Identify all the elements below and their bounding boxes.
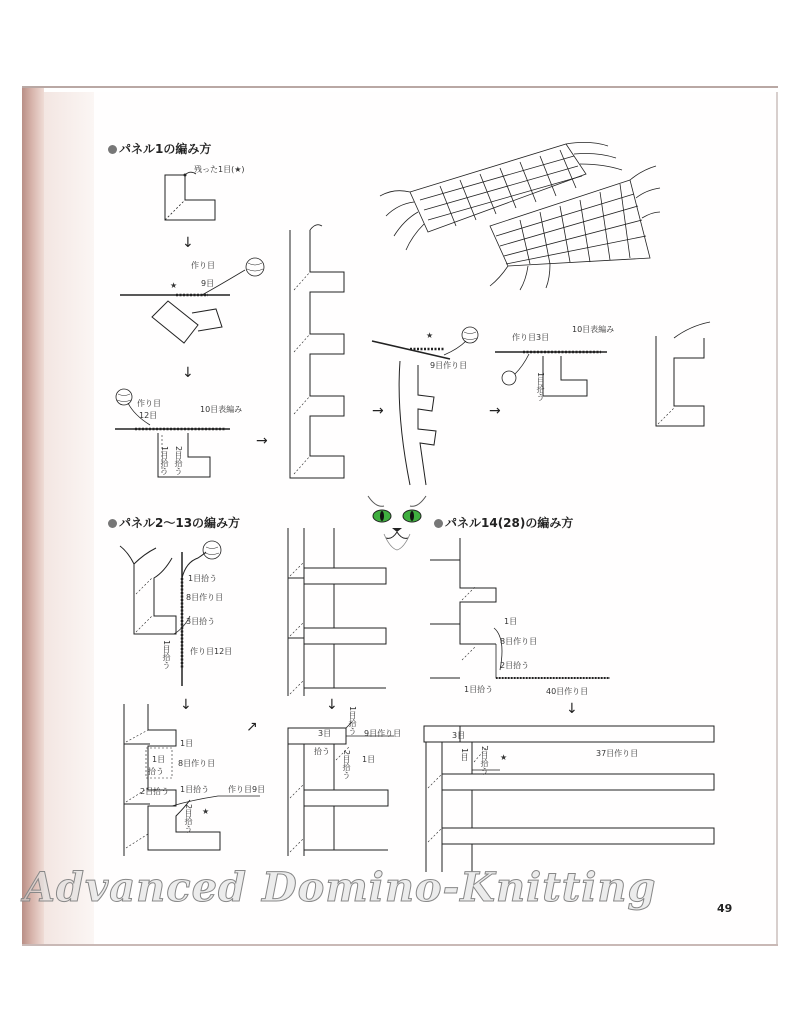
label-one: 1目 [180, 739, 194, 748]
label-pick-1: 1目拾う [188, 574, 218, 583]
down-arrow-icon: ↓ [566, 701, 578, 717]
label-three: 3目 [318, 729, 332, 738]
label-pick-2b: 2目拾う [480, 746, 489, 776]
book-spine-shadow [22, 88, 44, 946]
label-cast-on-8: 8目作り目 [500, 637, 538, 646]
bullet-icon [434, 519, 443, 528]
label-cast-on-9: 9目作り目 [430, 361, 468, 370]
panel2-step2-diagram [120, 697, 260, 860]
label-pick-1: 1目拾う [160, 446, 169, 476]
label-pick-1b: 1目拾う [536, 372, 545, 402]
label-cast-on-37: 37目作り目 [596, 749, 639, 758]
down-arrow-icon: ↓ [182, 365, 194, 381]
label-cast-on-12: 作り目12目 [190, 647, 233, 656]
label-one: 1目 [504, 617, 518, 626]
label-one-b: 1目 [152, 755, 166, 764]
label-remaining-stitch: 残った1目(★) [194, 165, 245, 174]
star-icon: ★ [426, 331, 434, 340]
panel1-step5-diagram [370, 325, 490, 490]
section-title-panel14: パネル14(28)の編み方 [434, 514, 573, 531]
star-icon: ★ [500, 753, 508, 762]
label-purl-10: 10目表編み [200, 405, 243, 414]
page-number: 49 [717, 902, 733, 915]
label-pick-2: 2目拾う [174, 446, 183, 476]
label-pick-3: 3目拾う [186, 617, 216, 626]
label-cast-on-12a: 作り目 [137, 399, 161, 408]
panel1-step2-diagram [120, 255, 270, 355]
label-cast-on-9b: 9目作り目 [364, 729, 402, 738]
label-pick-c: 拾う [314, 747, 330, 756]
label-cast-on-8b: 8目作り目 [178, 759, 216, 768]
label-cast-on-40: 40目作り目 [546, 687, 589, 696]
page-bottom-edge [22, 944, 778, 946]
label-cast-on-8: 8目作り目 [186, 593, 224, 602]
panel1-step6-diagram [495, 330, 615, 410]
label-pick-2c: 2目拾う [342, 750, 351, 780]
panel1-step1-diagram [160, 170, 220, 230]
page-gutter [44, 92, 94, 944]
label-pick-1d: 1目拾う [348, 706, 357, 736]
star-icon: ★ [202, 807, 210, 816]
down-arrow-icon: ↓ [182, 235, 194, 251]
panel2-stack-diagram [282, 528, 392, 698]
label-one-d: 1目 [362, 755, 376, 764]
label-one-b: 1目 [460, 748, 469, 762]
label-pick-1: 1目拾う [464, 685, 494, 694]
label-nine-stitches: 9目 [201, 279, 215, 288]
panel14-step2-diagram [420, 722, 720, 872]
label-pick: 拾う [148, 767, 164, 776]
label-cast-on-9: 作り目9目 [228, 785, 266, 794]
star-icon: ★ [170, 281, 178, 290]
label-pick-1c: 1目拾う [180, 785, 210, 794]
right-arrow-icon: → [489, 403, 501, 419]
page-top-edge [22, 86, 778, 88]
label-pick-2: 2目拾う [500, 661, 530, 670]
label-pick-1b: 1目拾う [162, 640, 171, 670]
label-cast-on-12b: 12目 [139, 411, 158, 420]
down-arrow-icon: ↓ [326, 697, 338, 713]
scarf-illustration [380, 140, 660, 290]
watermark-text: Advanced Domino-Knitting [24, 864, 657, 911]
watermark [24, 864, 714, 928]
panel1-step7-diagram [650, 320, 720, 430]
right-arrow-icon: → [256, 433, 268, 449]
label-cast-on-3: 作り目3目 [512, 333, 550, 342]
panel1-column-diagram [284, 220, 354, 482]
panel2-step1-diagram [116, 538, 256, 688]
label-purl-10b: 10目表編み [572, 325, 615, 334]
right-arrow-icon: → [372, 403, 384, 419]
page-right-edge [776, 92, 778, 944]
label-pick-2b: 2目拾う [184, 804, 193, 834]
down-arrow-icon: ↓ [180, 697, 192, 713]
section-title-panel1: パネル1の編み方 [108, 140, 211, 157]
label-three: 3目 [452, 731, 466, 740]
label-pick-2: 2目拾う [140, 787, 170, 796]
bullet-icon [108, 145, 117, 154]
section-title-panel2-13: パネル2～13の編み方 [108, 514, 240, 531]
up-right-arrow-icon: ↗ [246, 719, 258, 735]
bullet-icon [108, 519, 117, 528]
label-cast-on: 作り目 [191, 261, 215, 270]
